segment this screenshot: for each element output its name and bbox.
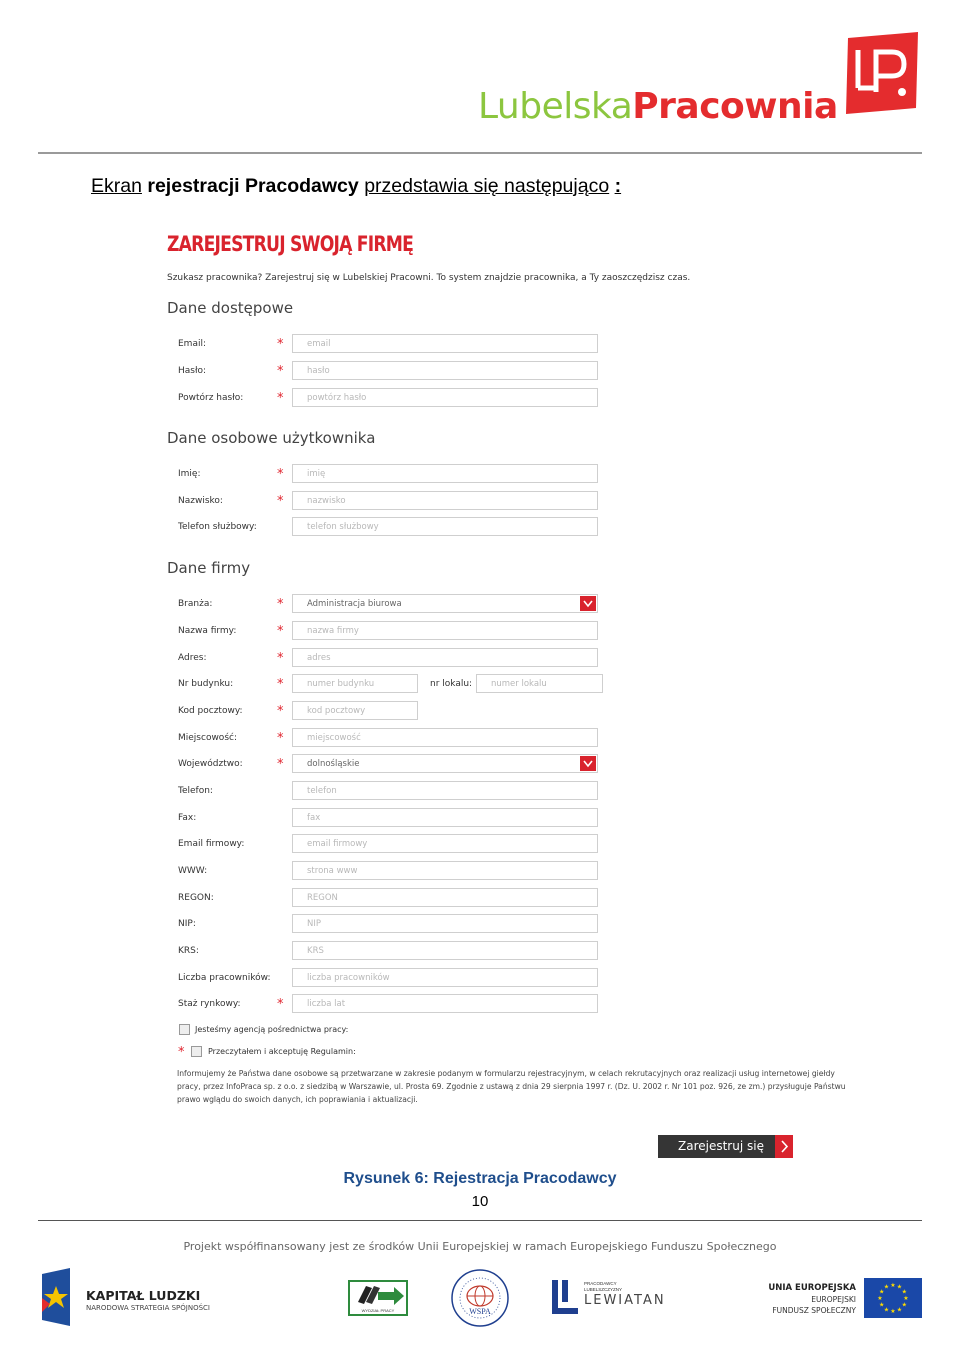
- logo-wordmark: LubelskaPracownia: [478, 86, 838, 127]
- industry-label: Branża:: [178, 599, 213, 609]
- kapital-ludzki-star-icon: [36, 1268, 84, 1326]
- www-label: WWW:: [178, 866, 208, 876]
- building-number-field[interactable]: numer budynku: [292, 674, 418, 693]
- company-name-label: Nazwa firmy:: [178, 626, 237, 636]
- agency-checkbox[interactable]: [179, 1024, 190, 1035]
- local-number-field[interactable]: numer lokalu: [476, 674, 603, 693]
- city-field[interactable]: miejscowość: [292, 728, 598, 747]
- work-phone-field[interactable]: telefon służbowy: [292, 517, 598, 536]
- phone-label: Telefon:: [178, 786, 213, 796]
- eu-social-fund-text: UNIA EUROPEJSKA EUROPEJSKI FUNDUSZ SPOŁECZNY: [768, 1283, 856, 1315]
- required-star: *: [277, 467, 284, 482]
- footer-divider: [38, 1220, 922, 1221]
- privacy-notice: Informujemy że Państwa dane osobowe są przetwarzane w zakresie podanym w formularzu rejestracyjnym, w celach rekrutacyjnych oraz realizacji usług internetowej giełdy pracy, przez InfoPraca sp. z o.o. z siedzibą w Warszawie, ul. Prosta 69. Zgodnie z ustawą z dnia 29 sierpnia 1997 r. (Dz. U. 2002 r. Nr 101 poz. 926, ze zm.) przysługuje Państwu prawo wglądu do swoich danych, ich poprawiania i aktualizacji.: [177, 1069, 846, 1104]
- password-field[interactable]: hasło: [292, 361, 598, 380]
- market-years-label: Staż rynkowy:: [178, 999, 241, 1009]
- voivodeship-label: Województwo:: [178, 759, 243, 769]
- registration-form-screenshot: [153, 210, 846, 1165]
- svg-text:WSPA: WSPA: [469, 1307, 491, 1316]
- market-years-field[interactable]: liczba lat: [292, 994, 598, 1013]
- lubelska-pracownia-logo: [478, 30, 928, 130]
- fax-label: Fax:: [178, 813, 197, 823]
- eu-star-icon: ★: [890, 1309, 896, 1315]
- regon-field[interactable]: REGON: [292, 888, 598, 907]
- address-label: Adres:: [178, 653, 207, 663]
- nip-field[interactable]: NIP: [292, 914, 598, 933]
- eu-star-icon: ★: [883, 1284, 890, 1291]
- postal-code-field[interactable]: kod pocztowy: [292, 701, 418, 720]
- company-email-field[interactable]: email firmowy: [292, 834, 598, 853]
- eu-star-icon: ★: [901, 1289, 907, 1296]
- required-star: *: [277, 364, 284, 379]
- eu-star-icon: ★: [896, 1307, 903, 1314]
- chevron-down-icon[interactable]: [580, 596, 596, 611]
- address-field[interactable]: adres: [292, 648, 598, 667]
- repeat-password-field[interactable]: powtórz hasło: [292, 388, 598, 407]
- required-star: *: [277, 624, 284, 639]
- required-star: *: [277, 391, 284, 406]
- password-label: Hasło:: [178, 366, 207, 376]
- eu-star-icon: ★: [901, 1302, 907, 1309]
- www-field[interactable]: strona www: [292, 861, 598, 880]
- employee-count-label: Liczba pracowników:: [178, 973, 271, 983]
- wydzial-pracy-logo: WYDZIAŁ PRACY: [348, 1280, 408, 1316]
- page-heading: Ekran rejestracji Pracodawcy przedstawia się następująco :: [91, 175, 622, 197]
- building-number-label: Nr budynku:: [178, 679, 234, 689]
- industry-select[interactable]: Administracja biurowa: [292, 594, 598, 613]
- repeat-password-label: Powtórz hasło:: [178, 393, 244, 403]
- required-star: *: [277, 731, 284, 746]
- regon-label: REGON:: [178, 893, 214, 903]
- company-email-label: Email firmowy:: [178, 839, 245, 849]
- cards-arrow-icon: [350, 1282, 406, 1308]
- required-star: *: [277, 704, 284, 719]
- phone-field[interactable]: telefon: [292, 781, 598, 800]
- figure-caption: Rysunek 6: Rejestracja Pracodawcy: [343, 1170, 617, 1187]
- chevron-down-icon[interactable]: [580, 756, 596, 771]
- required-star: *: [277, 651, 284, 666]
- local-number-label: nr lokalu:: [430, 679, 473, 689]
- eu-star-icon: ★: [896, 1284, 903, 1291]
- last-name-label: Nazwisko:: [178, 496, 223, 506]
- required-star: *: [277, 997, 284, 1012]
- section-company: Dane firmy: [167, 559, 251, 577]
- terms-checkbox[interactable]: [191, 1046, 202, 1057]
- required-star: *: [277, 337, 284, 352]
- eu-flag-icon: [864, 1278, 922, 1318]
- fax-field[interactable]: fax: [292, 808, 598, 827]
- company-name-field[interactable]: nazwa firmy: [292, 621, 598, 640]
- agency-checkbox-label: Jesteśmy agencją pośrednictwa pracy:: [195, 1025, 349, 1034]
- krs-label: KRS:: [178, 946, 199, 956]
- eu-star-icon: ★: [883, 1307, 890, 1314]
- lewiatan-mark-icon: [548, 1278, 582, 1316]
- first-name-label: Imię:: [178, 469, 201, 479]
- nip-label: NIP:: [178, 919, 196, 929]
- required-star: *: [277, 757, 284, 772]
- krs-field[interactable]: KRS: [292, 941, 598, 960]
- section-access: Dane dostępowe: [167, 299, 294, 317]
- form-intro: Szukasz pracownika? Zarejestruj się w Lubelskiej Pracowni. To system znajdzie pracownika, a Ty zaoszczędzisz czas.: [167, 273, 691, 283]
- work-phone-label: Telefon służbowy:: [178, 522, 257, 532]
- email-field[interactable]: email: [292, 334, 598, 353]
- lewiatan-logo: PRACODAWCY LUBELSZCZYZNY LEWIATAN: [548, 1278, 668, 1318]
- page-number: 10: [471, 1193, 489, 1210]
- eu-star-icon: ★: [879, 1302, 885, 1309]
- employee-count-field[interactable]: liczba pracowników: [292, 968, 598, 987]
- chevron-right-icon: [775, 1135, 793, 1158]
- eu-star-icon: ★: [890, 1283, 896, 1289]
- eu-star-icon: ★: [903, 1296, 909, 1302]
- wspa-logo: [450, 1268, 510, 1328]
- last-name-field[interactable]: nazwisko: [292, 491, 598, 510]
- wspa-globe-icon: [450, 1268, 510, 1328]
- header-divider: [38, 152, 922, 154]
- funding-note: Projekt współfinansowany jest ze środków Unii Europejskiej w ramach Europejskiego Funduszu Społecznego: [183, 1240, 777, 1253]
- kapital-ludzki-logo: KAPITAŁ LUDZKI NARODOWA STRATEGIA SPÓJNOŚCI: [36, 1268, 226, 1326]
- city-label: Miejscowość:: [178, 733, 237, 743]
- terms-checkbox-label: Przeczytałem i akceptuję Regulamin:: [208, 1047, 356, 1056]
- postal-code-label: Kod pocztowy:: [178, 706, 243, 716]
- first-name-field[interactable]: imię: [292, 464, 598, 483]
- section-personal: Dane osobowe użytkownika: [167, 429, 376, 447]
- required-star: *: [277, 494, 284, 509]
- eu-star-icon: ★: [879, 1289, 885, 1296]
- eu-star-icon: ★: [877, 1296, 883, 1302]
- required-star: *: [178, 1045, 185, 1060]
- voivodeship-select[interactable]: dolnośląskie: [292, 754, 598, 773]
- lp-mark-icon: [840, 30, 922, 116]
- form-title: ZAREJESTRUJ SWOJĄ FIRMĘ: [167, 232, 414, 256]
- required-star: *: [277, 597, 284, 612]
- required-star: *: [277, 677, 284, 692]
- register-button[interactable]: Zarejestruj się: [658, 1135, 793, 1158]
- email-label: Email:: [178, 339, 207, 349]
